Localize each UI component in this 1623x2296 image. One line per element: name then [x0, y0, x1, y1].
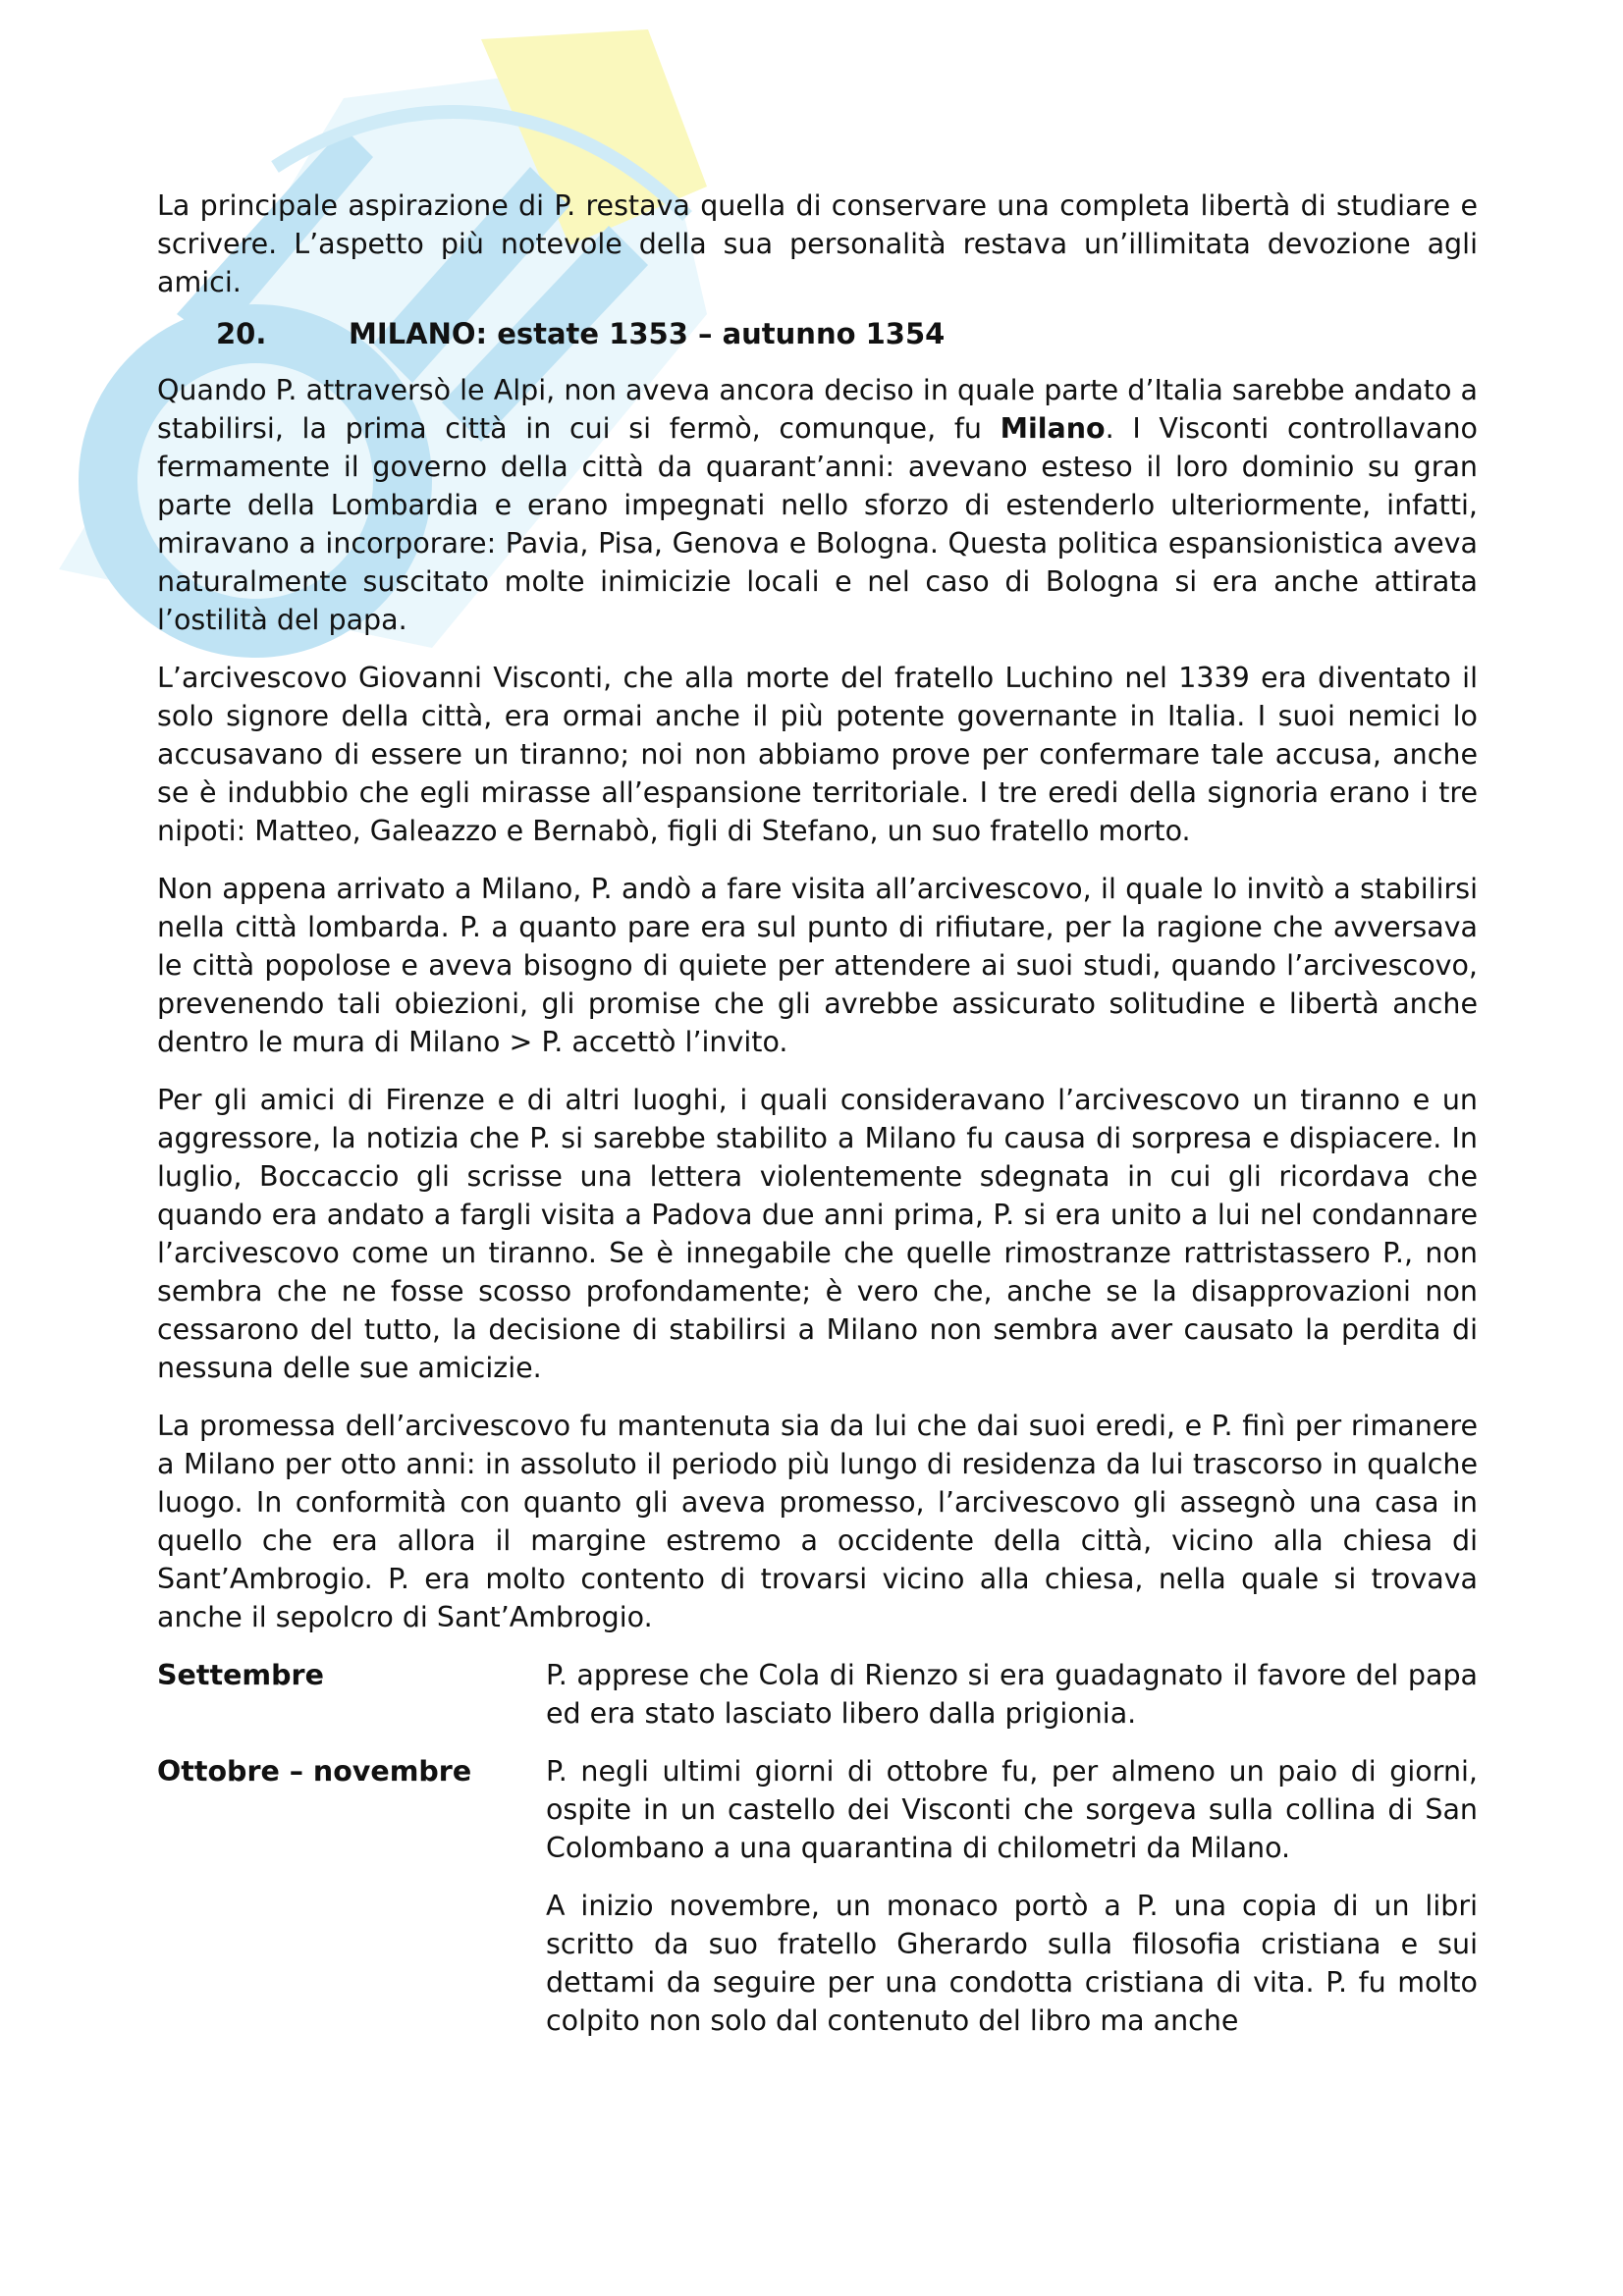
body-paragraph: La promessa dell’arcivescovo fu mantenuta sia da lui che dai suoi eredi, e P. finì per rimanere a Milano per otto anni: in assoluto il periodo più lungo di residenza da lui trascorso in qualche luogo. In conformità con quanto gli aveva promesso, l’arcivescovo gli assegnò una casa in quello che era allora il margine estremo a occidente della città, vicino alla chiesa di Sant’Ambrogio. P. era molto contento di trovarsi vicino alla chiesa, nella quale si trovava anche il sepolcro di Sant’Ambrogio.: [157, 1410, 1478, 1633]
document-page: [157, 187, 1478, 2059]
timeline-paragraph: A inizio novembre, un monaco portò a P. una copia di un libri scritto da suo fratello Gherardo sulla filosofia cristiana e sui dettami da seguire per una condotta cristiana di vita. P. fu molto colpito non solo dal contenuto del libro ma anche: [546, 1890, 1478, 2037]
timeline-content: [546, 1752, 1478, 2040]
paragraph-text: . I Visconti controllavano fermamente il governo della città da quarant’anni: avevano esteso il loro dominio su gran parte della Lombardia e erano impegnati nello sforzo di estenderlo ulteriormente, infatti, miravano a incorporare: Pavia, Pisa, Genova e Bologna. Questa politica espansionistica aveva naturalmente suscitato molte inimicizie locali e nel caso di Bologna si era anche attirata l’ostilità del papa.: [157, 412, 1478, 636]
bold-milano: Milano: [1000, 412, 1106, 445]
timeline-label: Ottobre – novembre: [157, 1755, 472, 1788]
timeline-paragraph: P. negli ultimi giorni di ottobre fu, per almeno un paio di giorni, ospite in un castello dei Visconti che sorgeva sulla collina di San Colombano a una quarantina di chilometri da Milano.: [546, 1755, 1478, 1864]
body-paragraph: Non appena arrivato a Milano, P. andò a fare visita all’arcivescovo, il quale lo invitò a stabilirsi nella città lombarda. P. a quanto pare era sul punto di rifiutare, per la ragione che avversava le città popolose e aveva bisogno di quiete per attendere ai suoi studi, quando l’arcivescovo, prevenendo tali obiezioni, gli promise che gli avrebbe assicurato solitudine e libertà anche dentro le mura di Milano > P. accettò l’invito.: [157, 873, 1478, 1058]
timeline-paragraph: P. apprese che Cola di Rienzo si era guadagnato il favore del papa ed era stato lasciato libero dalla prigionia.: [546, 1659, 1478, 1730]
section-title: MILANO: estate 1353 – autunno 1354: [349, 317, 946, 350]
intro-paragraph: La principale aspirazione di P. restava quella di conservare una completa libertà di studiare e scrivere. L’aspetto più notevole della sua personalità restava un’illimitata devozione agli amici.: [157, 189, 1478, 298]
paragraph-text: Quando P. attraversò le Alpi, non aveva ancora deciso in quale parte d’Italia sarebbe andato a stabilirsi, la prima città in cui si fermò, comunque, fu: [157, 374, 1478, 445]
timeline-content: [546, 1656, 1478, 1733]
body-paragraph: L’arcivescovo Giovanni Visconti, che alla morte del fratello Luchino nel 1339 era diventato il solo signore della città, era ormai anche il più potente governante in Italia. I suoi nemici lo accusavano di essere un tiranno; noi non abbiamo prove per confermare tale accusa, anche se è indubbio che egli mirasse all’espansione territoriale. I tre eredi della signoria erano i tre nipoti: Matteo, Galeazzo e Bernabò, figli di Stefano, un suo fratello morto.: [157, 662, 1478, 847]
body-paragraph: [157, 371, 1478, 639]
section-number: 20.: [216, 317, 267, 350]
timeline-row-settembre: [157, 1656, 1478, 1733]
timeline-label: Settembre: [157, 1659, 324, 1691]
section-heading: [157, 315, 1478, 353]
timeline-row-ottobre-novembre: [157, 1752, 1478, 2040]
body-paragraph: Per gli amici di Firenze e di altri luoghi, i quali consideravano l’arcivescovo un tiranno e un aggressore, la notizia che P. si sarebbe stabilito a Milano fu causa di sorpresa e dispiacere. In luglio, Boccaccio gli scrisse una lettera violentemente sdegnata in cui gli ricordava che quando era andato a fargli visita a Padova due anni prima, P. si era unito a lui nel condannare l’arcivescovo come un tiranno. Se è innegabile che quelle rimostranze rattristassero P., non sembra che ne fosse scosso profondamente; è vero che, anche se la disapprovazioni non cessarono del tutto, la decisione di stabilirsi a Milano non sembra aver causato la perdita di nessuna delle sue amicizie.: [157, 1084, 1478, 1384]
